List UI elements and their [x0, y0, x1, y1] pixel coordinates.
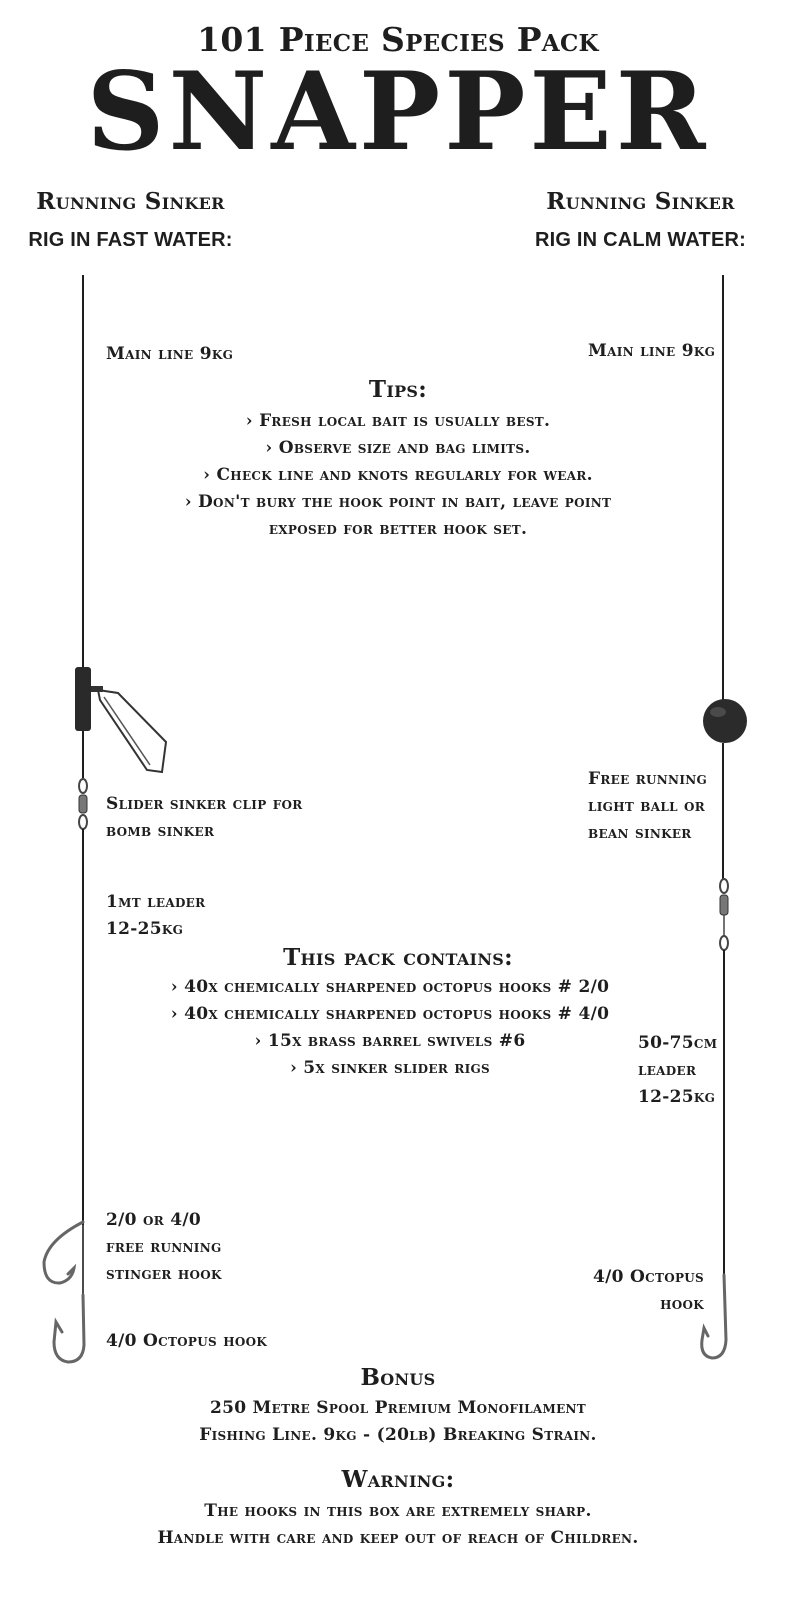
- left-hook-label: 4/0 Octopus hook: [106, 1331, 268, 1351]
- left-leader-label-line1: 1mt leader: [106, 892, 206, 912]
- bonus-line1: 250 Metre Spool Premium Monofilament: [209, 1398, 587, 1418]
- stinger-hook-icon: [44, 1222, 83, 1283]
- bonus-line2: Fishing Line. 9kg - (20lb) Breaking Strain.: [199, 1425, 597, 1445]
- ball-sinker-icon: [703, 699, 747, 743]
- ball-sinker-label-line3: bean sinker: [588, 823, 692, 843]
- left-leader-label-line2: 12-25kg: [106, 919, 184, 939]
- slider-sinker-clip-icon: [75, 667, 166, 772]
- right-leader-label-line2: leader: [638, 1060, 697, 1080]
- right-main-line-label: Main line 9kg: [588, 341, 716, 361]
- slider-clip-label-line2: bomb sinker: [106, 821, 215, 841]
- ball-sinker-label-line2: light ball or: [588, 796, 706, 816]
- warning-line1: The hooks in this box are extremely sharp.: [204, 1501, 592, 1521]
- stinger-label-line2: free running: [106, 1237, 222, 1257]
- right-leader-label-line3: 12-25kg: [638, 1087, 716, 1107]
- tip-item: › Check line and knots regularly for wear.: [203, 465, 593, 485]
- warning-line2: Handle with care and keep out of reach of Children.: [157, 1528, 639, 1548]
- pack-item: › 40x chemically sharpened octopus hooks # 4/0: [170, 1004, 610, 1024]
- ball-sinker-label-line1: Free running: [588, 769, 708, 789]
- right-rig-heading-line1: Running Sinker: [546, 188, 735, 215]
- left-swivel-icon: [79, 779, 87, 829]
- stinger-label-line1: 2/0 or 4/0: [106, 1210, 201, 1230]
- right-hook-label-line2: hook: [660, 1294, 704, 1314]
- slider-clip-label-line1: Slider sinker clip for: [106, 794, 303, 814]
- tips-heading: Tips:: [368, 376, 428, 403]
- bonus-heading: Bonus: [360, 1364, 436, 1391]
- tip-item: › Don't bury the hook point in bait, leave point: [184, 492, 612, 512]
- right-octopus-hook-icon: [702, 1275, 726, 1358]
- pack-contents-heading: This pack contains:: [283, 944, 513, 971]
- right-swivel-icon: [720, 879, 728, 950]
- right-hook-label-line1: 4/0 Octopus: [593, 1267, 704, 1287]
- right-rig-heading-line2: RIG IN CALM WATER:: [535, 229, 746, 251]
- left-rig-heading-line2: RIG IN FAST WATER:: [28, 229, 233, 251]
- tip-item: › Observe size and bag limits.: [265, 438, 531, 458]
- tip-item: › Fresh local bait is usually best.: [245, 411, 551, 431]
- pack-item: › 40x chemically sharpened octopus hooks # 2/0: [170, 977, 610, 997]
- stinger-label-line3: stinger hook: [106, 1264, 222, 1284]
- pack-item: › 5x sinker slider rigs: [289, 1058, 491, 1078]
- pack-item: › 15x brass barrel swivels #6: [254, 1031, 526, 1051]
- left-main-line-label: Main line 9kg: [106, 344, 234, 364]
- pack-subtitle: 101 Piece Species Pack: [197, 20, 599, 59]
- page-title: SNAPPER: [86, 49, 710, 175]
- warning-heading: Warning:: [341, 1466, 455, 1493]
- right-leader-label-line1: 50-75cm: [638, 1033, 718, 1053]
- left-octopus-hook-icon: [54, 1295, 84, 1362]
- tip-item: exposed for better hook set.: [268, 519, 528, 539]
- left-rig-heading-line1: Running Sinker: [36, 188, 225, 215]
